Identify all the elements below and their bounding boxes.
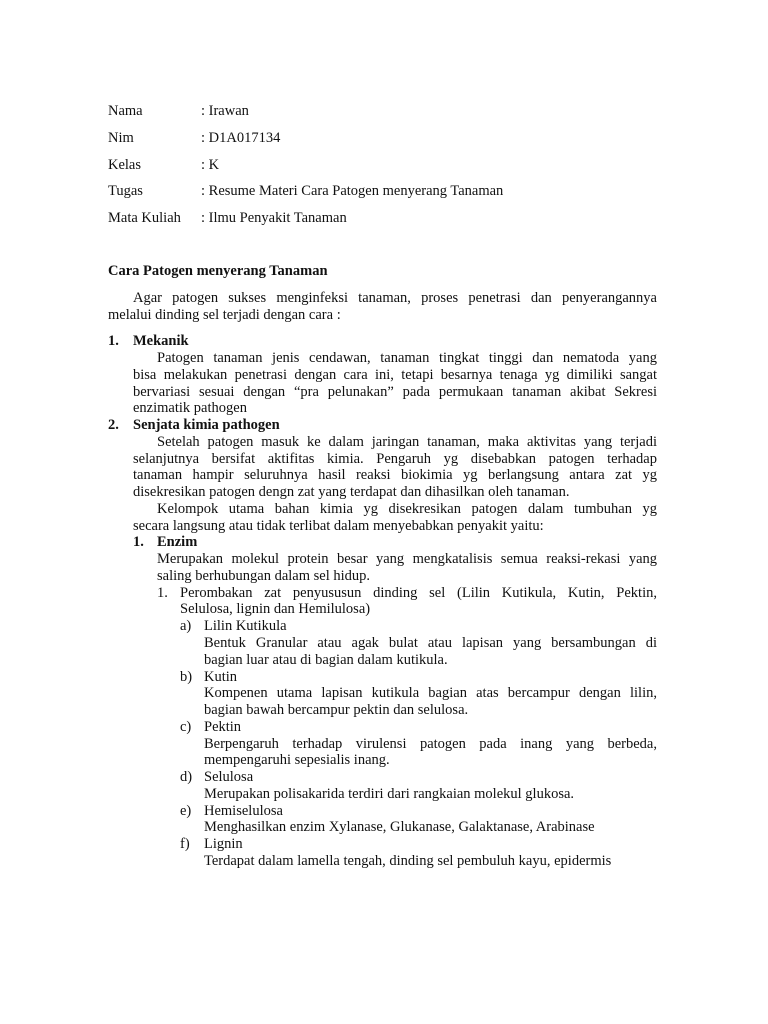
intro-line: melalui dinding sel terjadi dengan cara : [108, 307, 341, 323]
item-letter: b) [180, 669, 193, 685]
item-description: Terdapat dalam lamella tengah, dinding sel pembuluh kayu, epidermis [204, 853, 612, 869]
field-value-kelas: : K [201, 157, 220, 173]
paragraph-line: Kelompok utama bahan kimia yg disekresikan patogen dalam tumbuhan yg [157, 501, 657, 517]
item-name-lilin-kutikula: Lilin Kutikula [204, 618, 287, 634]
item-letter: d) [180, 769, 193, 785]
item-description: Merupakan polisakarida terdiri dari rangkaian molekul glukosa. [204, 786, 575, 802]
list-number: 1. [108, 333, 119, 349]
item-name-kutin: Kutin [204, 669, 238, 685]
section-title: Cara Patogen menyerang Tanaman [108, 263, 328, 279]
item-description: bagian bawah bercampur pektin dan selulosa. [204, 702, 469, 718]
paragraph-line: Patogen tanaman jenis cendawan, tanaman tingkat tinggi dan nematoda yang [157, 350, 657, 366]
item-description: Berpengaruh terhadap virulensi patogen pada inang yang berbeda, [204, 736, 657, 752]
section-heading-senjata-kimia: Senjata kimia pathogen [133, 417, 280, 433]
paragraph-line: bisa melakukan penetrasi dengan cara ini, tetapi besarnya tenaga yg dimiliki sangat [133, 367, 657, 383]
item-name-selulosa: Selulosa [204, 769, 254, 785]
list-number: 2. [108, 417, 119, 433]
list-number: 1. [133, 534, 144, 550]
item-description: Bentuk Granular atau agak bulat atau lapisan yang bersambungan di [204, 635, 657, 651]
field-value-nama: : Irawan [201, 103, 249, 119]
field-label-mata-kuliah: Mata Kuliah [108, 210, 181, 226]
item-name-hemiselulosa: Hemiselulosa [204, 803, 283, 819]
field-label-tugas: Tugas [108, 183, 143, 199]
item-description: Menghasilkan enzim Xylanase, Glukanase, Galaktanase, Arabinase [204, 819, 595, 835]
item-name-pektin: Pektin [204, 719, 242, 735]
field-label-nama: Nama [108, 103, 143, 119]
item-name-lignin: Lignin [204, 836, 243, 852]
item-description: mempengaruhi sepesialis inang. [204, 752, 390, 768]
paragraph-line: enzimatik pathogen [133, 400, 247, 416]
paragraph-line: Merupakan molekul protein besar yang mengkatalisis semua reaksi-rekasi yang [157, 551, 657, 567]
paragraph-line: Selulosa, lignin dan Hemilulosa) [180, 601, 371, 617]
item-letter: f) [180, 836, 190, 852]
intro-line: Agar patogen sukses menginfeksi tanaman, proses penetrasi dan penyerangannya [133, 290, 657, 306]
list-number: 1. [157, 585, 168, 601]
field-label-nim: Nim [108, 130, 134, 146]
field-value-tugas: : Resume Materi Cara Patogen menyerang Tanaman [201, 183, 504, 199]
paragraph-line: secara langsung atau tidak terlibat dalam menyebabkan penyakit yaitu: [133, 518, 544, 534]
field-label-kelas: Kelas [108, 157, 142, 173]
subsection-heading-enzim: Enzim [157, 534, 198, 550]
paragraph-line: bervariasi sesuai dengan “pra pelunakan” pada permukaan tanaman akibat Sekresi [133, 384, 657, 400]
paragraph-line: tanaman hampir seluruhnya hasil reaksi biokimia yg berlangsung antara zat yg [133, 467, 657, 483]
item-description: Kompenen utama lapisan kutikula bagian atas bercampur dengan lilin, [204, 685, 657, 701]
paragraph-line: saling berhubungan dalam sel hidup. [157, 568, 371, 584]
item-description: bagian luar atau di bagian dalam kutikula. [204, 652, 448, 668]
paragraph-line: disekresikan patogen dengn zat yang terdapat dan dihasilkan oleh tanaman. [133, 484, 570, 500]
item-letter: e) [180, 803, 192, 819]
paragraph-line: Setelah patogen masuk ke dalam jaringan tanaman, maka aktivitas yang terjadi [157, 434, 657, 450]
item-letter: a) [180, 618, 192, 634]
paragraph-line: selanjutnya bersifat aktifitas kimia. Pengaruh yg disebabkan patogen terhadap [133, 451, 657, 467]
field-value-nim: : D1A017134 [201, 130, 281, 146]
field-value-mata-kuliah: : Ilmu Penyakit Tanaman [201, 210, 347, 226]
item-letter: c) [180, 719, 192, 735]
section-heading-mekanik: Mekanik [133, 333, 189, 349]
paragraph-line: Perombakan zat penyususun dinding sel (Lilin Kutikula, Kutin, Pektin, [180, 585, 657, 601]
